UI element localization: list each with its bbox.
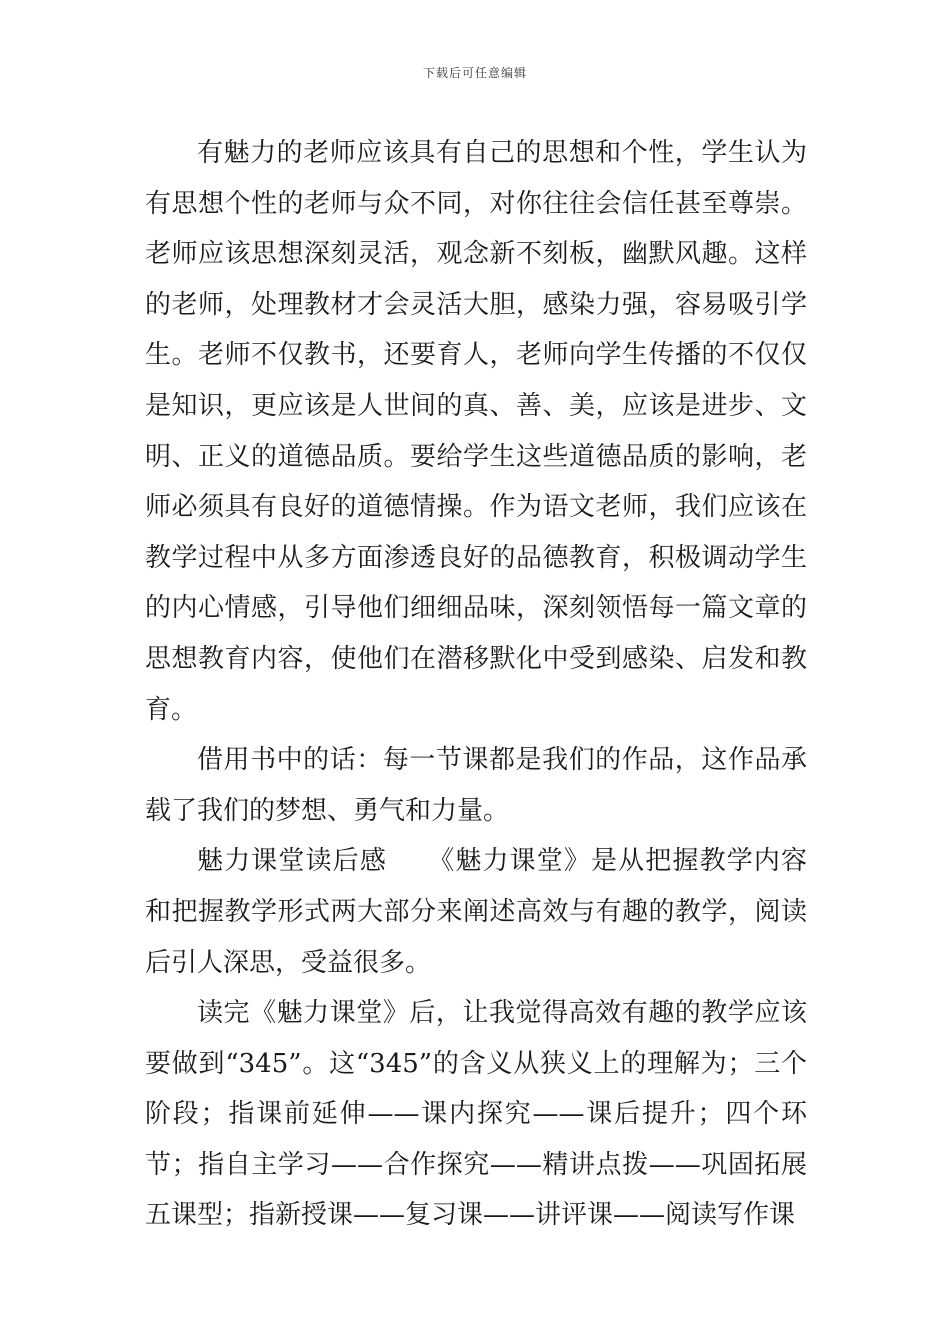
paragraph: 读完《魅力课堂》后，让我觉得高效有趣的教学应该要做到“345”。这“345”的含义从狭义上的理解为；三个阶段；指课前延伸——课内探究——课后提升；四个环节；指自主学习——合作探究——精讲点拨——巩固拓展五课型；指新授课——复习课——讲评课——阅读写作课 <box>145 998 807 1231</box>
paragraph: 有魅力的老师应该具有自己的思想和个性，学生认为有思想个性的老师与众不同，对你往往会信任甚至尊崇。老师应该思想深刻灵活，观念新不刻板，幽默风趣。这样的老师，处理教材才会灵活大胆，感染力强，容易吸引学生。老师不仅教书，还要育人，老师向学生传播的不仅仅是知识，更应该是人世间的真、善、美，应该是进步、文明、正义的道德品质。要给学生这些道德品质的影响，老师必须具有良好的道德情操。作为语文老师，我们应该在教学过程中从多方面渗透良好的品德教育，积极调动学生的内心情感，引导他们细细品味，深刻领悟每一篇文章的思想教育内容，使他们在潜移默化中受到感染、启发和教育。 <box>145 138 807 725</box>
paragraph: 魅力课堂读后感 《魅力课堂》是从把握教学内容和把握教学形式两大部分来阐述高效与有趣的教学，阅读后引人深思，受益很多。 <box>145 846 807 978</box>
paragraph: 借用书中的话：每一节课都是我们的作品，这作品承载了我们的梦想、勇气和力量。 <box>145 745 807 826</box>
document-body <box>145 128 807 1241</box>
page-header: 下载后可任意编辑 <box>422 66 527 80</box>
